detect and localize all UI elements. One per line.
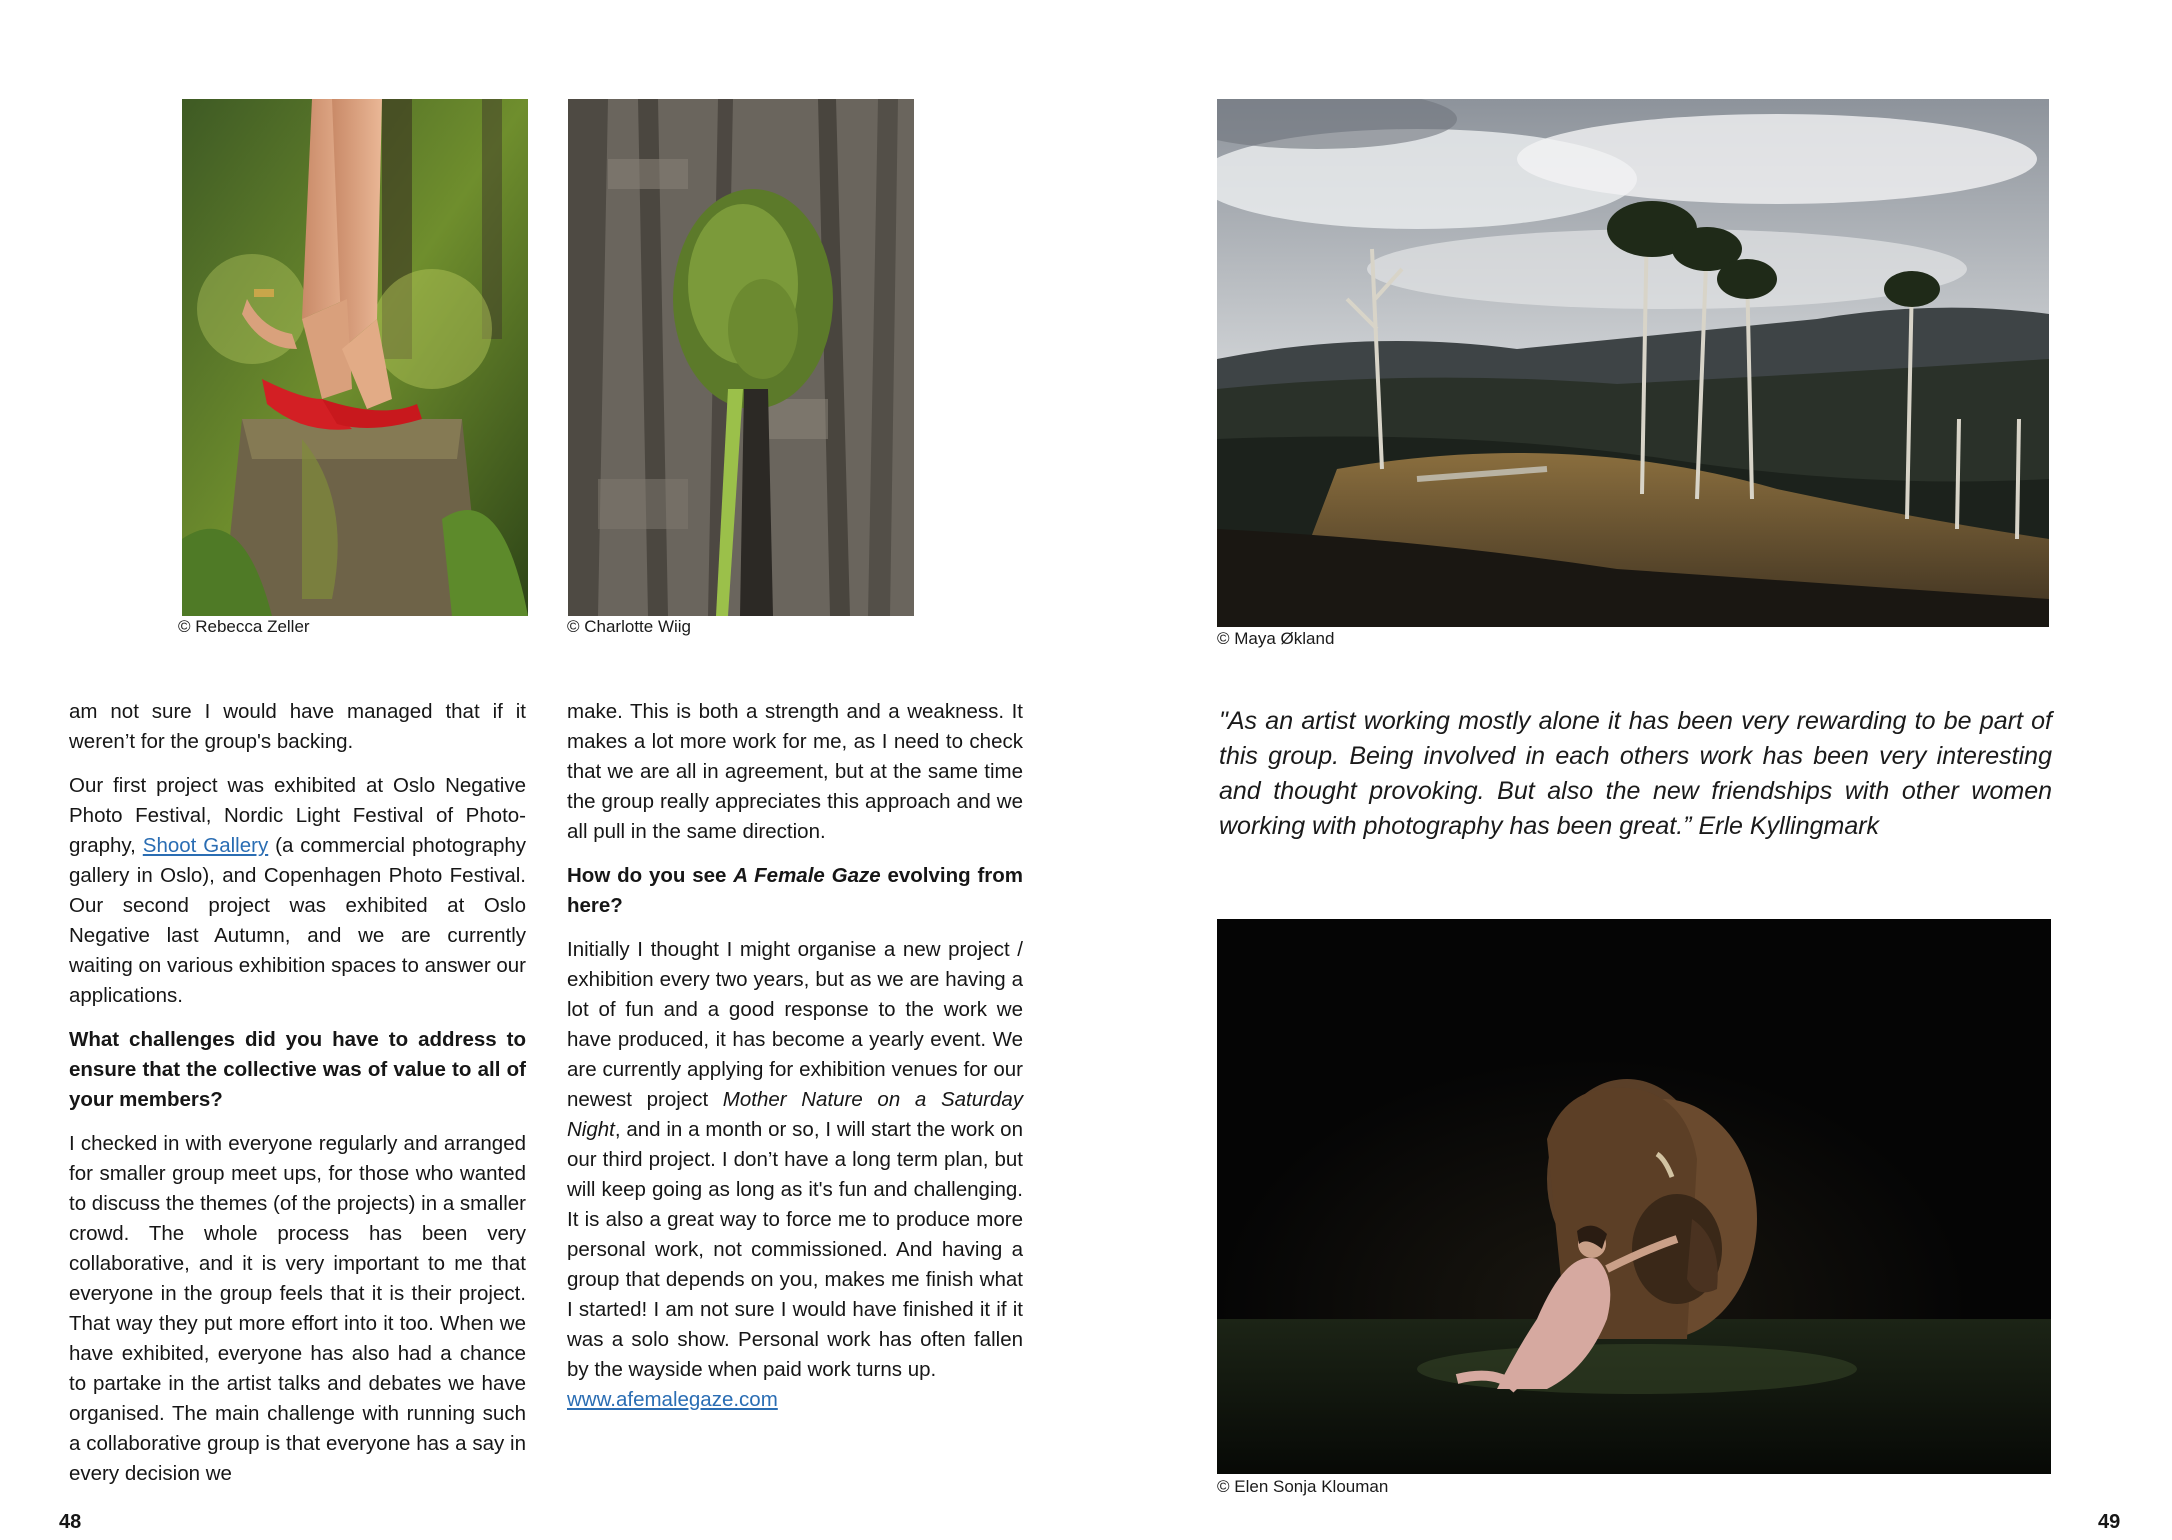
photo-tree-bark-moss: [568, 99, 914, 616]
page-number-right: 49: [2098, 1511, 2121, 1533]
article-column-2: [567, 697, 1023, 1415]
paragraph: Our first project was exhibited at Oslo Negative Photo Festival, Nordic Light Festival of Photography, Shoot Gallery (a commercial photography gallery in Oslo), and Copenhagen Photo Festival. Our second project was exhibited at Oslo Negative last Autumn, and we are currently waiting on various exhibition spaces to answer our applications.: [69, 774, 526, 1007]
photo-red-shoes-on-stump: [182, 99, 528, 616]
photo4-caption: © Elen Sonja Klouman: [1217, 1477, 1389, 1496]
page-number-left: 48: [59, 1511, 82, 1533]
photo2-caption: © Charlotte Wiig: [567, 617, 692, 636]
paragraph: make. This is both a strength and a weakness. It makes a lot more work for me, as I need to check that we are all in agreement, but at the same time the group really appreciates this approach and we all pull in the same direction.: [567, 700, 1023, 843]
photo-hillside-trees-landscape: [1217, 99, 2049, 627]
afemalegaze-website-link[interactable]: www.afemalegaze.com: [567, 1388, 778, 1411]
pull-quote: "As an artist working mostly alone it has been very rewarding to be part of this group. Being involved in each others work has been very interesting and thought provoking. But also the new friendships with other women working with photography has been great.” Erle Kyllingmark: [1219, 707, 2052, 840]
shoot-gallery-link[interactable]: Shoot Gallery: [142, 834, 269, 857]
photo-woman-with-bison: [1217, 919, 2051, 1474]
photo3-caption: © Maya Økland: [1217, 629, 1335, 648]
interview-question: What challenges did you have to address to ensure that the collective was of value to all of your members?: [69, 1028, 526, 1111]
interview-question: How do you see A Female Gaze evolving from here?: [567, 864, 1023, 917]
article-column-1: [69, 697, 526, 1503]
paragraph: I checked in with everyone regularly and arranged for smaller group meet ups, for those who wanted to discuss the themes (of the projects) in a smaller crowd. The whole process has been very collaborative, and it is very important to me that everyone in the group feels that it is their project. That way they put more effort into it too. When we have exhibited, everyone has also had a chance to partake in the artist talks and debates we have organised. The main challenge with running such a collaborative group is that everyone has a say in every decision we: [69, 1132, 526, 1485]
paragraph: Initially I thought I might organise a new project / exhibition every two years, but as we are having a lot of fun and a good response to the work we have produced, it has become a yearly event. We are currently applying for exhibition venues for our newest project Mother Nature on a Saturday Night, and in a month or so, I will start the work on our third project. I don’t have a long term plan, but will keep going as long as it's fun and challenging. It is also a great way to force me to produce more personal work, not commissioned. And having a group that depends on you, makes me finish what I started! I am not sure I would have finished it if it was a solo show. Personal work has often fallen by the wayside when paid work turns up.: [567, 938, 1023, 1381]
photo1-caption: © Rebecca Zeller: [178, 617, 310, 636]
paragraph: am not sure I would have managed that if it weren’t for the group's backing.: [69, 700, 526, 753]
